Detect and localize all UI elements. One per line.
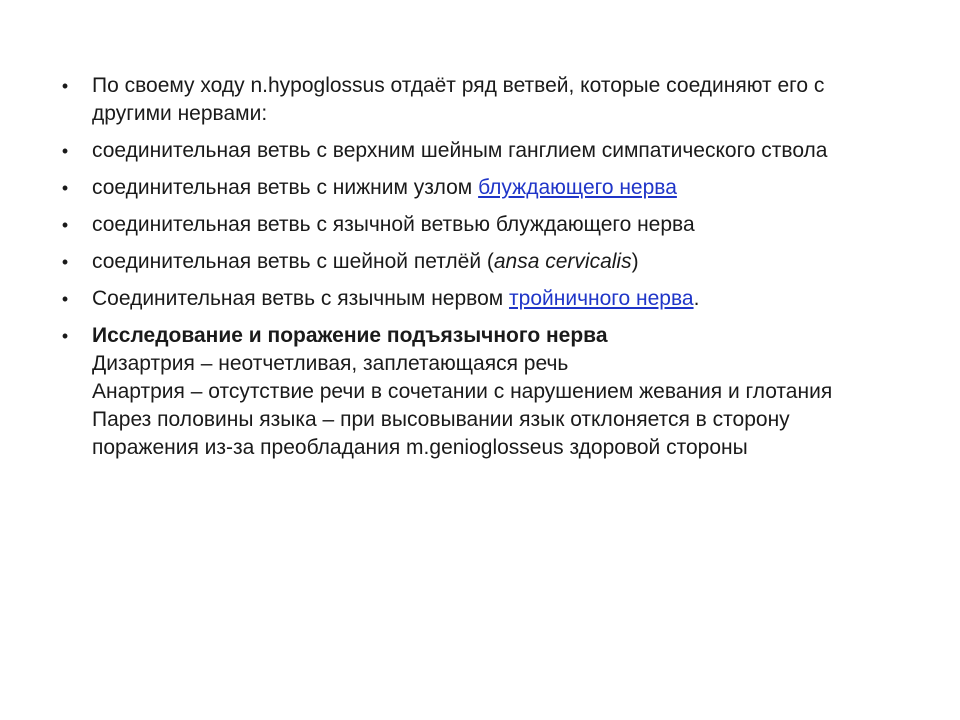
bullet-icon: • bbox=[61, 252, 69, 272]
bullet-text: соединительная ветвь с язычной ветвью блуждающего нерва bbox=[92, 213, 695, 236]
bullet-text: Соединительная ветвь с язычным нервом bbox=[92, 287, 510, 310]
trigeminal-nerve-link[interactable]: тройничного нерва bbox=[509, 287, 694, 310]
bullet-list bbox=[58, 72, 888, 471]
dysarthria-text: Дизартрия – неотчетливая, заплетающаяся речь bbox=[92, 352, 569, 375]
bullet-item-vagus-lingual bbox=[58, 211, 888, 239]
latin-term: ansa cervicalis bbox=[493, 250, 632, 273]
bullet-text: соединительная ветвь с верхним шейным ганглием симпатического ствола bbox=[92, 139, 828, 162]
vagus-nerve-link[interactable]: блуждающего нерва bbox=[478, 176, 677, 199]
bullet-icon: • bbox=[61, 289, 69, 309]
section-heading: Исследование и поражение подъязычного нерва bbox=[92, 324, 608, 347]
bullet-text: По своему ходу n.hypoglossus отдаёт ряд ветвей, которые соединяют его с другими нервами: bbox=[92, 74, 825, 125]
bullet-icon: • bbox=[61, 178, 69, 198]
bullet-item-examination bbox=[58, 322, 888, 462]
bullet-icon: • bbox=[61, 76, 69, 96]
bullet-icon: • bbox=[61, 326, 69, 346]
bullet-text-suffix: . bbox=[693, 287, 700, 310]
bullet-icon: • bbox=[61, 141, 69, 161]
bullet-item-vagus-node bbox=[58, 174, 888, 202]
bullet-text: соединительная ветвь с шейной петлёй ( bbox=[92, 250, 494, 273]
bullet-item-ansa-cervicalis bbox=[58, 248, 888, 276]
anarthria-text: Анартрия – отсутствие речи в сочетании с нарушением жевания и глотания bbox=[92, 380, 833, 403]
bullet-text: соединительная ветвь с нижним узлом bbox=[92, 176, 479, 199]
bullet-icon: • bbox=[61, 215, 69, 235]
bullet-text-suffix: ) bbox=[631, 250, 639, 273]
bullet-item-intro bbox=[58, 72, 888, 128]
bullet-item-sympathetic bbox=[58, 137, 888, 165]
bullet-item-trigeminal bbox=[58, 285, 888, 313]
paresis-text: Парез половины языка – при высовывании язык отклоняется в сторону поражения из-за преобладания m.genioglosseus здоровой стороны bbox=[92, 408, 790, 459]
